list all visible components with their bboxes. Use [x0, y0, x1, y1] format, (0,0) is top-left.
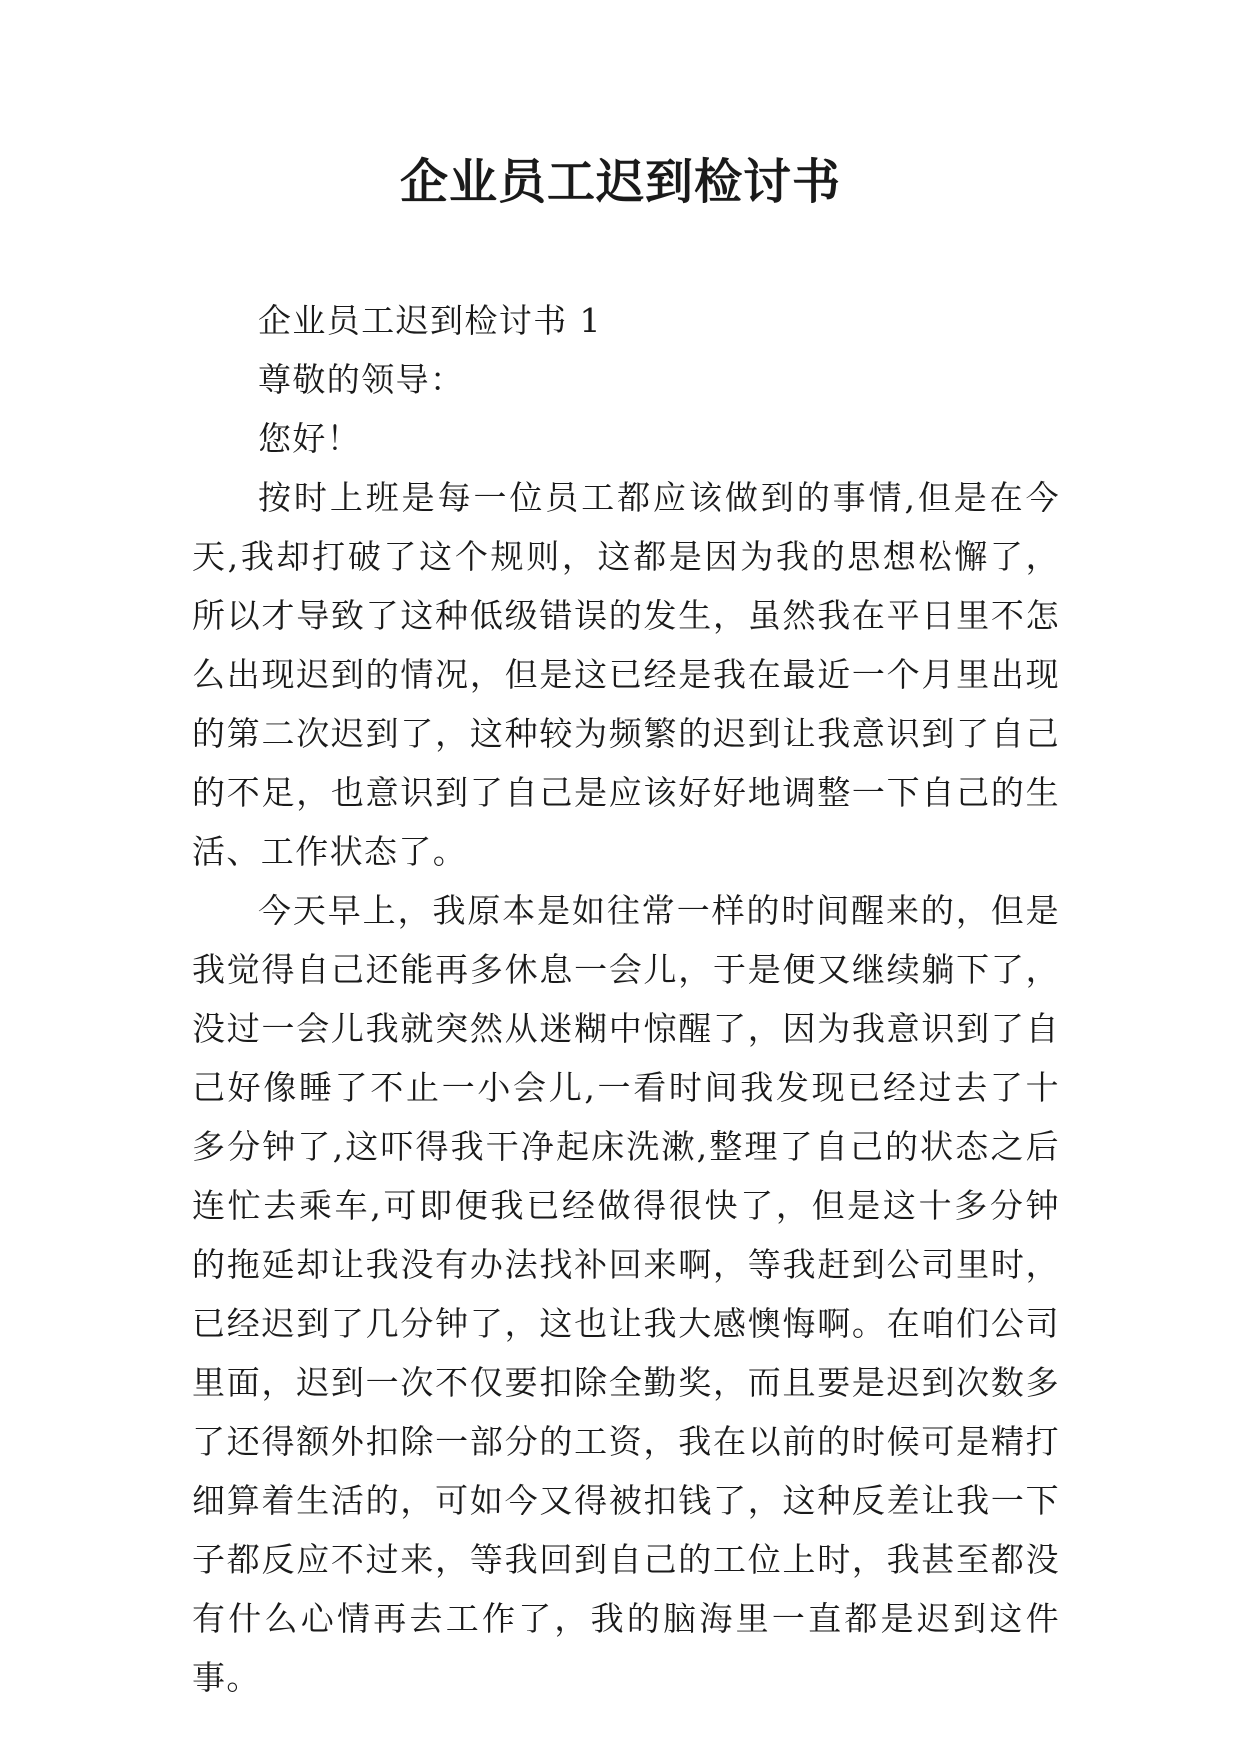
document-title: 企业员工迟到检讨书: [399, 154, 841, 210]
salutation: 尊敬的领导：: [258, 360, 465, 399]
body-paragraph-1: 按时上班是每一位员工都应该做到的事情,但是在今天,我却打破了这个规则，这都是因为我的思想松懈了，所以才导致了这种低级错误的发生，虽然我在平日里不怎么出现迟到的情况，但是这已经是我在最近一个月里出现的第二次迟到了，这种较为频繁的迟到让我意识到了自己的不足，也意识到了自己是应该好好地调整一下自己的生活、工作状态了。: [192, 478, 1060, 871]
document-body: [192, 291, 1060, 1707]
body-paragraph-2: 今天早上，我原本是如往常一样的时间醒来的，但是我觉得自己还能再多休息一会儿，于是便又继续躺下了，没过一会儿我就突然从迷糊中惊醒了，因为我意识到了自己好像睡了不止一小会儿,一看时间我发现已经过去了十多分钟了,这吓得我干净起床洗漱,整理了自己的状态之后连忙去乘车,可即便我已经做得很快了，但是这十多分钟的拖延却让我没有办法找补回来啊，等我赶到公司里时，已经迟到了几分钟了，这也让我大感懊悔啊。在咱们公司里面，迟到一次不仅要扣除全勤奖，而且要是迟到次数多了还得额外扣除一部分的工资，我在以前的时候可是精打细算着生活的，可如今又得被扣钱了，这种反差让我一下子都反应不过来，等我回到自己的工位上时，我甚至都没有什么心情再去工作了，我的脑海里一直都是迟到这件事。: [192, 891, 1060, 1697]
document-subtitle: 企业员工迟到检讨书 1: [258, 301, 602, 340]
greeting: 您好！: [258, 419, 362, 458]
